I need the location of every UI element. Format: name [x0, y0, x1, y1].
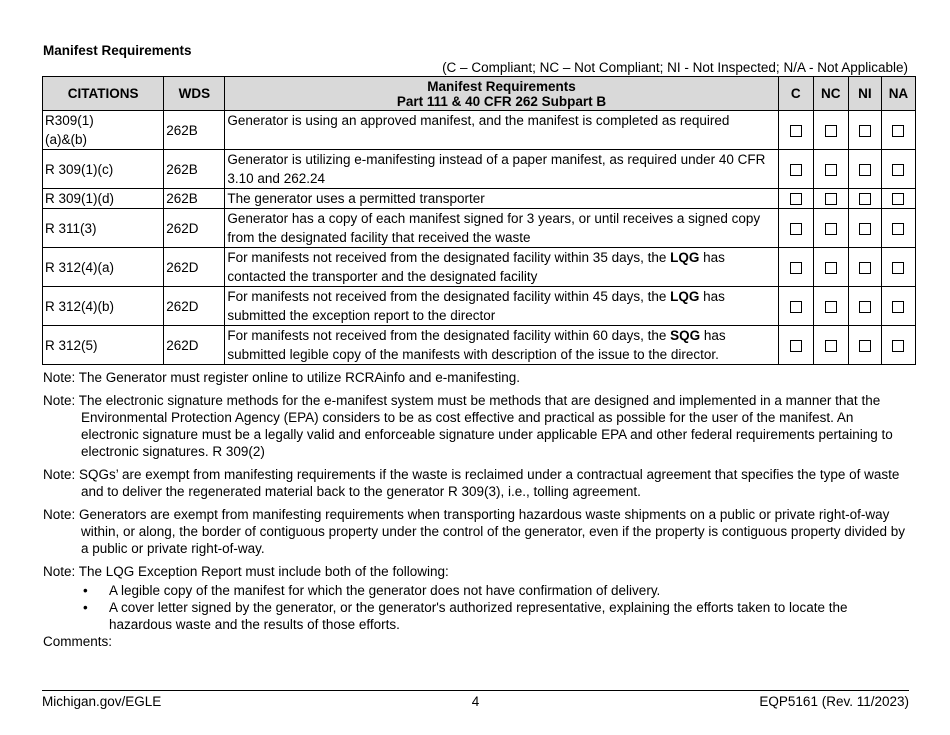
nc-checkbox[interactable]: [825, 340, 837, 352]
c-cell: [778, 150, 813, 189]
ni-cell: [848, 150, 881, 189]
note-registration: Note: The Generator must register online to utilize RCRAinfo and e-manifesting.: [43, 370, 520, 385]
requirement-text-pre: For manifests not received from the designated facility within 60 days, the: [227, 328, 671, 343]
header-requirements: [225, 77, 778, 111]
requirement-text-pre: Generator has a copy of each manifest signed for 3 years, or until receives a signed copy from the designated facility that received the waste: [227, 211, 761, 245]
ni-cell: [848, 111, 881, 150]
header-req-line1: Manifest Requirements: [427, 78, 576, 94]
wds-cell: 262D: [164, 287, 225, 326]
na-checkbox[interactable]: [892, 164, 904, 176]
citation-cell: R 312(4)(a): [43, 248, 164, 287]
nc-cell: [813, 150, 848, 189]
wds-cell: 262B: [164, 111, 225, 150]
ni-cell: [848, 209, 881, 248]
requirement-cell: [225, 326, 778, 365]
header-ni: NI: [848, 77, 881, 111]
list-item: • A cover letter signed by the generator, or the generator's authorized representative, explaining the efforts taken to locate the hazardous waste and the results of those efforts.: [83, 600, 848, 632]
ni-checkbox[interactable]: [859, 340, 871, 352]
c-cell: [778, 111, 813, 150]
wds-cell: 262B: [164, 150, 225, 189]
requirement-text-post: has contacted the transporter and the designated facility: [227, 250, 725, 284]
wds-cell: 262D: [164, 326, 225, 365]
nc-checkbox[interactable]: [825, 262, 837, 274]
requirement-text-post: has submitted legible copy of the manifests with description of the issue to the director.: [227, 328, 726, 362]
na-checkbox[interactable]: [892, 193, 904, 205]
c-cell: [778, 326, 813, 365]
list-item: • A legible copy of the manifest for which the generator does not have confirmation of delivery.: [83, 583, 661, 598]
table-row: [43, 287, 916, 326]
c-checkbox[interactable]: [790, 193, 802, 205]
nc-checkbox[interactable]: [825, 301, 837, 313]
na-cell: [881, 287, 915, 326]
c-checkbox[interactable]: [790, 125, 802, 137]
header-na: NA: [881, 77, 915, 111]
citation-cell: R 312(4)(b): [43, 287, 164, 326]
comments-label: Comments:: [43, 634, 113, 649]
header-c: C: [778, 77, 813, 111]
section-title: Manifest Requirements: [43, 43, 192, 58]
table-header-row: [43, 77, 916, 111]
manifest-requirements-table: [42, 76, 916, 365]
bullet-text: A legible copy of the manifest for which the generator does not have confirmation of delivery.: [109, 583, 661, 598]
table-row: [43, 209, 916, 248]
requirement-text-pre: The generator uses a permitted transporter: [227, 191, 485, 206]
na-cell: [881, 150, 915, 189]
na-checkbox[interactable]: [892, 262, 904, 274]
wds-cell: 262D: [164, 248, 225, 287]
nc-cell: [813, 326, 848, 365]
nc-checkbox[interactable]: [825, 125, 837, 137]
table-row: [43, 111, 916, 150]
table-row: [43, 150, 916, 189]
requirement-cell: [225, 248, 778, 287]
citation-cell: R 309(1)(d): [43, 189, 164, 209]
requirement-cell: [225, 209, 778, 248]
page-number: 4: [471, 694, 480, 709]
citation-cell: R309(1) (a)&(b): [43, 111, 164, 150]
requirement-text-bold: LQG: [670, 289, 700, 304]
ni-checkbox[interactable]: [859, 301, 871, 313]
notes-section: [43, 369, 909, 650]
citation-cell: R 312(5): [43, 326, 164, 365]
na-cell: [881, 248, 915, 287]
note-sqg-exemption: Note: SQGs’ are exempt from manifesting requirements if the waste is reclaimed under a contractual agreement that specifies the type of waste and to deliver the regenerated material back to the generator R 309(3), i.e., tolling agreement.: [43, 467, 900, 499]
c-checkbox[interactable]: [790, 301, 802, 313]
requirement-text-bold: LQG: [670, 250, 700, 265]
nc-cell: [813, 209, 848, 248]
ni-checkbox[interactable]: [859, 125, 871, 137]
requirement-text-pre: For manifests not received from the designated facility within 35 days, the: [227, 250, 671, 265]
c-cell: [778, 287, 813, 326]
nc-checkbox[interactable]: [825, 164, 837, 176]
c-checkbox[interactable]: [790, 262, 802, 274]
nc-cell: [813, 287, 848, 326]
requirement-text-pre: Generator is using an approved manifest, and the manifest is completed as required: [227, 113, 730, 128]
nc-cell: [813, 248, 848, 287]
page-footer: [42, 690, 909, 709]
requirement-text-bold: SQG: [670, 328, 701, 343]
na-checkbox[interactable]: [892, 301, 904, 313]
form-number: EQP5161 (Rev. 11/2023): [759, 694, 909, 709]
requirement-text-pre: Generator is utilizing e-manifesting instead of a paper manifest, as required under 40 CFR 3.10 and 262.24: [227, 152, 766, 186]
na-cell: [881, 326, 915, 365]
ni-cell: [848, 189, 881, 209]
na-checkbox[interactable]: [892, 340, 904, 352]
na-cell: [881, 111, 915, 150]
citation-cell: R 311(3): [43, 209, 164, 248]
ni-cell: [848, 248, 881, 287]
compliance-legend: (C – Compliant; NC – Not Compliant; NI - Not Inspected; N/A - Not Applicable): [442, 60, 908, 75]
header-nc: NC: [813, 77, 848, 111]
citation-cell: R 309(1)(c): [43, 150, 164, 189]
na-checkbox[interactable]: [892, 223, 904, 235]
requirement-text-pre: For manifests not received from the designated facility within 45 days, the: [227, 289, 671, 304]
ni-checkbox[interactable]: [859, 223, 871, 235]
nc-cell: [813, 111, 848, 150]
nc-checkbox[interactable]: [825, 193, 837, 205]
bullet-text: A cover letter signed by the generator, or the generator's authorized representative, explaining the efforts taken to locate the hazardous waste and the results of those efforts.: [109, 600, 848, 632]
c-cell: [778, 209, 813, 248]
note-exception-report: Note: The LQG Exception Report must include both of the following:: [43, 564, 449, 579]
footer-website: Michigan.gov/EGLE: [42, 694, 162, 709]
requirement-cell: [225, 287, 778, 326]
c-checkbox[interactable]: [790, 340, 802, 352]
header-req-line2: Part 111 & 40 CFR 262 Subpart B: [396, 93, 607, 109]
na-cell: [881, 189, 915, 209]
nc-cell: [813, 189, 848, 209]
header-wds: WDS: [164, 77, 225, 111]
na-checkbox[interactable]: [892, 125, 904, 137]
ni-cell: [848, 326, 881, 365]
c-checkbox[interactable]: [790, 223, 802, 235]
exception-report-list: [43, 582, 909, 633]
requirement-cell: [225, 189, 778, 209]
c-cell: [778, 248, 813, 287]
requirement-text-post: has submitted the exception report to the director: [227, 289, 725, 323]
requirement-cell: [225, 111, 778, 150]
na-cell: [881, 209, 915, 248]
ni-checkbox[interactable]: [859, 193, 871, 205]
ni-checkbox[interactable]: [859, 164, 871, 176]
wds-cell: 262D: [164, 209, 225, 248]
requirement-cell: [225, 150, 778, 189]
wds-cell: 262B: [164, 189, 225, 209]
note-generator-exemption: Note: Generators are exempt from manifesting requirements when transporting hazardous waste shipments on a public or private right-of-way within, or along, the border of contiguous property under the control of the generator, even if the property is contiguous property divided by a public or private right-of-way.: [43, 507, 906, 556]
table-row: [43, 189, 916, 209]
note-electronic-signature: Note: The electronic signature methods for the e-manifest system must be methods that are designed and implemented in a manner that the Environmental Protection Agency (EPA) considers to be as cost effective and practical as possible for the user of the manifest. An electronic signature must be a legally valid and enforceable signature under applicable EPA and other federal requirements pertaining to electronic signatures. R 309(2): [43, 393, 893, 459]
header-citations: CITATIONS: [43, 77, 164, 111]
ni-cell: [848, 287, 881, 326]
c-cell: [778, 189, 813, 209]
nc-checkbox[interactable]: [825, 223, 837, 235]
table-row: [43, 248, 916, 287]
c-checkbox[interactable]: [790, 164, 802, 176]
ni-checkbox[interactable]: [859, 262, 871, 274]
table-row: [43, 326, 916, 365]
